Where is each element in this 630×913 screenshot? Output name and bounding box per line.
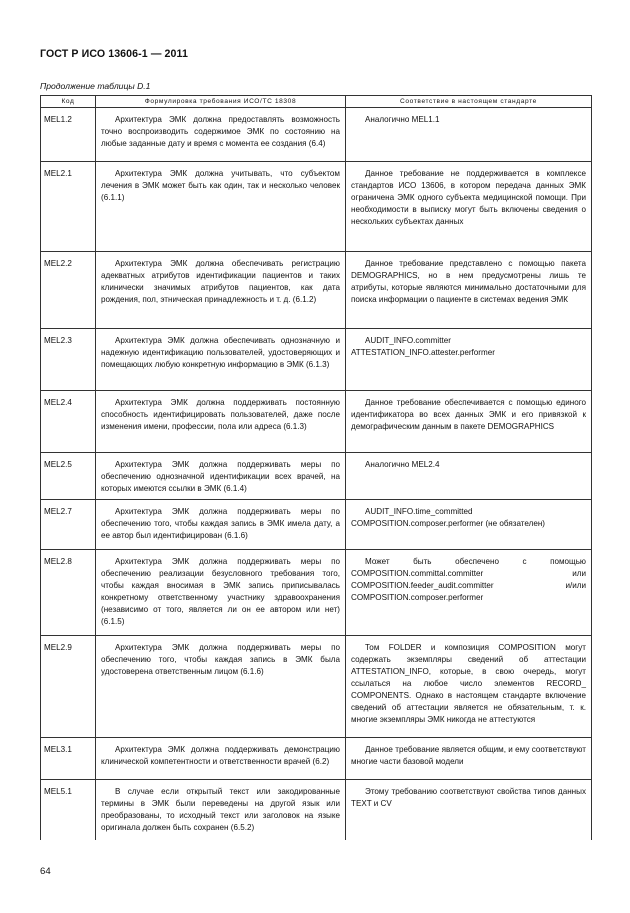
row-code: MEL2.8 <box>41 550 96 636</box>
row-requirement: Архитектура ЭМК должна обеспечивать однозначную и надежную идентификацию пользователей, удостоверяющих и помещающих любую конкретную информацию в ЭМК (6.1.3) <box>96 329 346 391</box>
column-header-requirement: Формулировка требования ИСО/ТС 18308 <box>96 96 346 108</box>
table-row <box>41 636 592 738</box>
row-code: MEL2.2 <box>41 252 96 329</box>
row-requirement: Архитектура ЭМК должна обеспечивать регистрацию адекватных атрибутов идентификации пациентов и таких клинически значимых атрибутов пациентов, как дата рождения, пол, этническая принадлежность и т. д. (6.1.2) <box>96 252 346 329</box>
table-row <box>41 162 592 252</box>
table-row <box>41 780 592 840</box>
table-row <box>41 329 592 391</box>
table-row <box>41 108 592 162</box>
table-caption: Продолжение таблицы D.1 <box>40 81 151 91</box>
row-correspondence: Аналогично MEL1.1 <box>346 108 592 162</box>
table-row <box>41 252 592 329</box>
row-correspondence: Аналогично MEL2.4 <box>346 453 592 500</box>
row-requirement: Архитектура ЭМК должна поддерживать меры по обеспечению реализации безусловного требования того, чтобы каждая вносимая в ЭМК запись приписывалась конкретному ответственному участнику здравоохранения (независимо от того, является ли он ее автором или нет) (6.1.5) <box>96 550 346 636</box>
requirements-table <box>40 95 592 840</box>
row-requirement: В случае если открытый текст или закодированные термины в ЭМК были переведены на другой язык или преобразованы, то исходный текст или заголовок на языке оригинала должен быть сохранен (6.5.2) <box>96 780 346 840</box>
column-header-correspondence: Соответствие в настоящем стандарте <box>346 96 592 108</box>
row-requirement: Архитектура ЭМК должна предоставлять возможность точно воспроизводить содержимое ЭМК по состоянию на любые заданные дату и время с момента ее создания (6.4) <box>96 108 346 162</box>
row-correspondence: Этому требованию соответствуют свойства типов данных TEXT и CV <box>346 780 592 840</box>
document-header: ГОСТ Р ИСО 13606-1 — 2011 <box>40 48 188 60</box>
row-correspondence: Данное требование является общим, и ему соответствуют многие части базовой модели <box>346 738 592 780</box>
row-requirement: Архитектура ЭМК должна поддерживать постоянную способность идентифицировать пользователей, даже после изменения имени, профессии, пола или адреса (6.1.3) <box>96 391 346 453</box>
row-code: MEL3.1 <box>41 738 96 780</box>
row-correspondence: Данное требование не поддерживается в комплексе стандартов ИСО 13606, в котором передача данных ЭМК ограничена ЭМК одного субъекта медицинской помощи. При необходимости в выписку могут быть включены сведения о нескольких субъектах данных <box>346 162 592 252</box>
row-requirement: Архитектура ЭМК должна поддерживать меры по обеспечению однозначной идентификации всех врачей, на которых имеются ссылки в ЭМК (6.1.4) <box>96 453 346 500</box>
row-requirement: Архитектура ЭМК должна поддерживать меры по обеспечению того, чтобы каждая запись в ЭМК имела дату, а ее автор был идентифицирован (6.1.6) <box>96 500 346 550</box>
row-code: MEL2.5 <box>41 453 96 500</box>
row-code: MEL5.1 <box>41 780 96 840</box>
row-code: MEL1.2 <box>41 108 96 162</box>
row-requirement: Архитектура ЭМК должна учитывать, что субъектом лечения в ЭМК может быть как один, так и несколько человек (6.1.1) <box>96 162 346 252</box>
row-code: MEL2.9 <box>41 636 96 738</box>
table-header-row <box>41 96 592 108</box>
table-row <box>41 500 592 550</box>
row-correspondence: AUDIT_INFO.committer ATTESTATION_INFO.attester.performer <box>346 329 592 391</box>
row-code: MEL2.4 <box>41 391 96 453</box>
row-code: MEL2.3 <box>41 329 96 391</box>
row-requirement: Архитектура ЭМК должна поддерживать меры по обеспечению того, чтобы каждая запись в ЭМК была удостоверена ответственным лицом (6.1.6) <box>96 636 346 738</box>
row-correspondence: Может быть обеспечено с помощью COMPOSITION.committal.committer или COMPOSITION.feeder_audit.committer и/или COMPOSITION.composer.performer <box>346 550 592 636</box>
table-row <box>41 738 592 780</box>
row-code: MEL2.7 <box>41 500 96 550</box>
row-correspondence: Том FOLDER и композиция COMPOSITION могут содержать экземпляры сведений об аттестации ATTESTATION_INFO, которые, в свою очередь, могут ссылаться на любое число элементов RECORD_ COMPONENTS. Однако в настоящем стандарте включение сведений об аттестации является не обязательным, т. к. многие экземпляры ЭМК никогда не аттестуются <box>346 636 592 738</box>
row-correspondence: Данное требование представлено с помощью пакета DEMOGRAPHICS, но в нем предусмотрены лишь те атрибуты, которые являются минимально достаточными для поиска информации о пациенте в системах ведения ЭМК <box>346 252 592 329</box>
row-correspondence: AUDIT_INFO.time_committed COMPOSITION.composer.performer (не обязателен) <box>346 500 592 550</box>
row-requirement: Архитектура ЭМК должна поддерживать демонстрацию клинической компетентности и ответственности врачей (6.2) <box>96 738 346 780</box>
row-code: MEL2.1 <box>41 162 96 252</box>
row-correspondence: Данное требование обеспечивается с помощью единого идентификатора во всех данных ЭМК и его привязкой к демографическим данным в пакете DEMOGRAPHICS <box>346 391 592 453</box>
column-header-code: Код <box>41 96 96 108</box>
table-row <box>41 391 592 453</box>
table-row <box>41 550 592 636</box>
table-row <box>41 453 592 500</box>
page-number: 64 <box>40 866 51 877</box>
